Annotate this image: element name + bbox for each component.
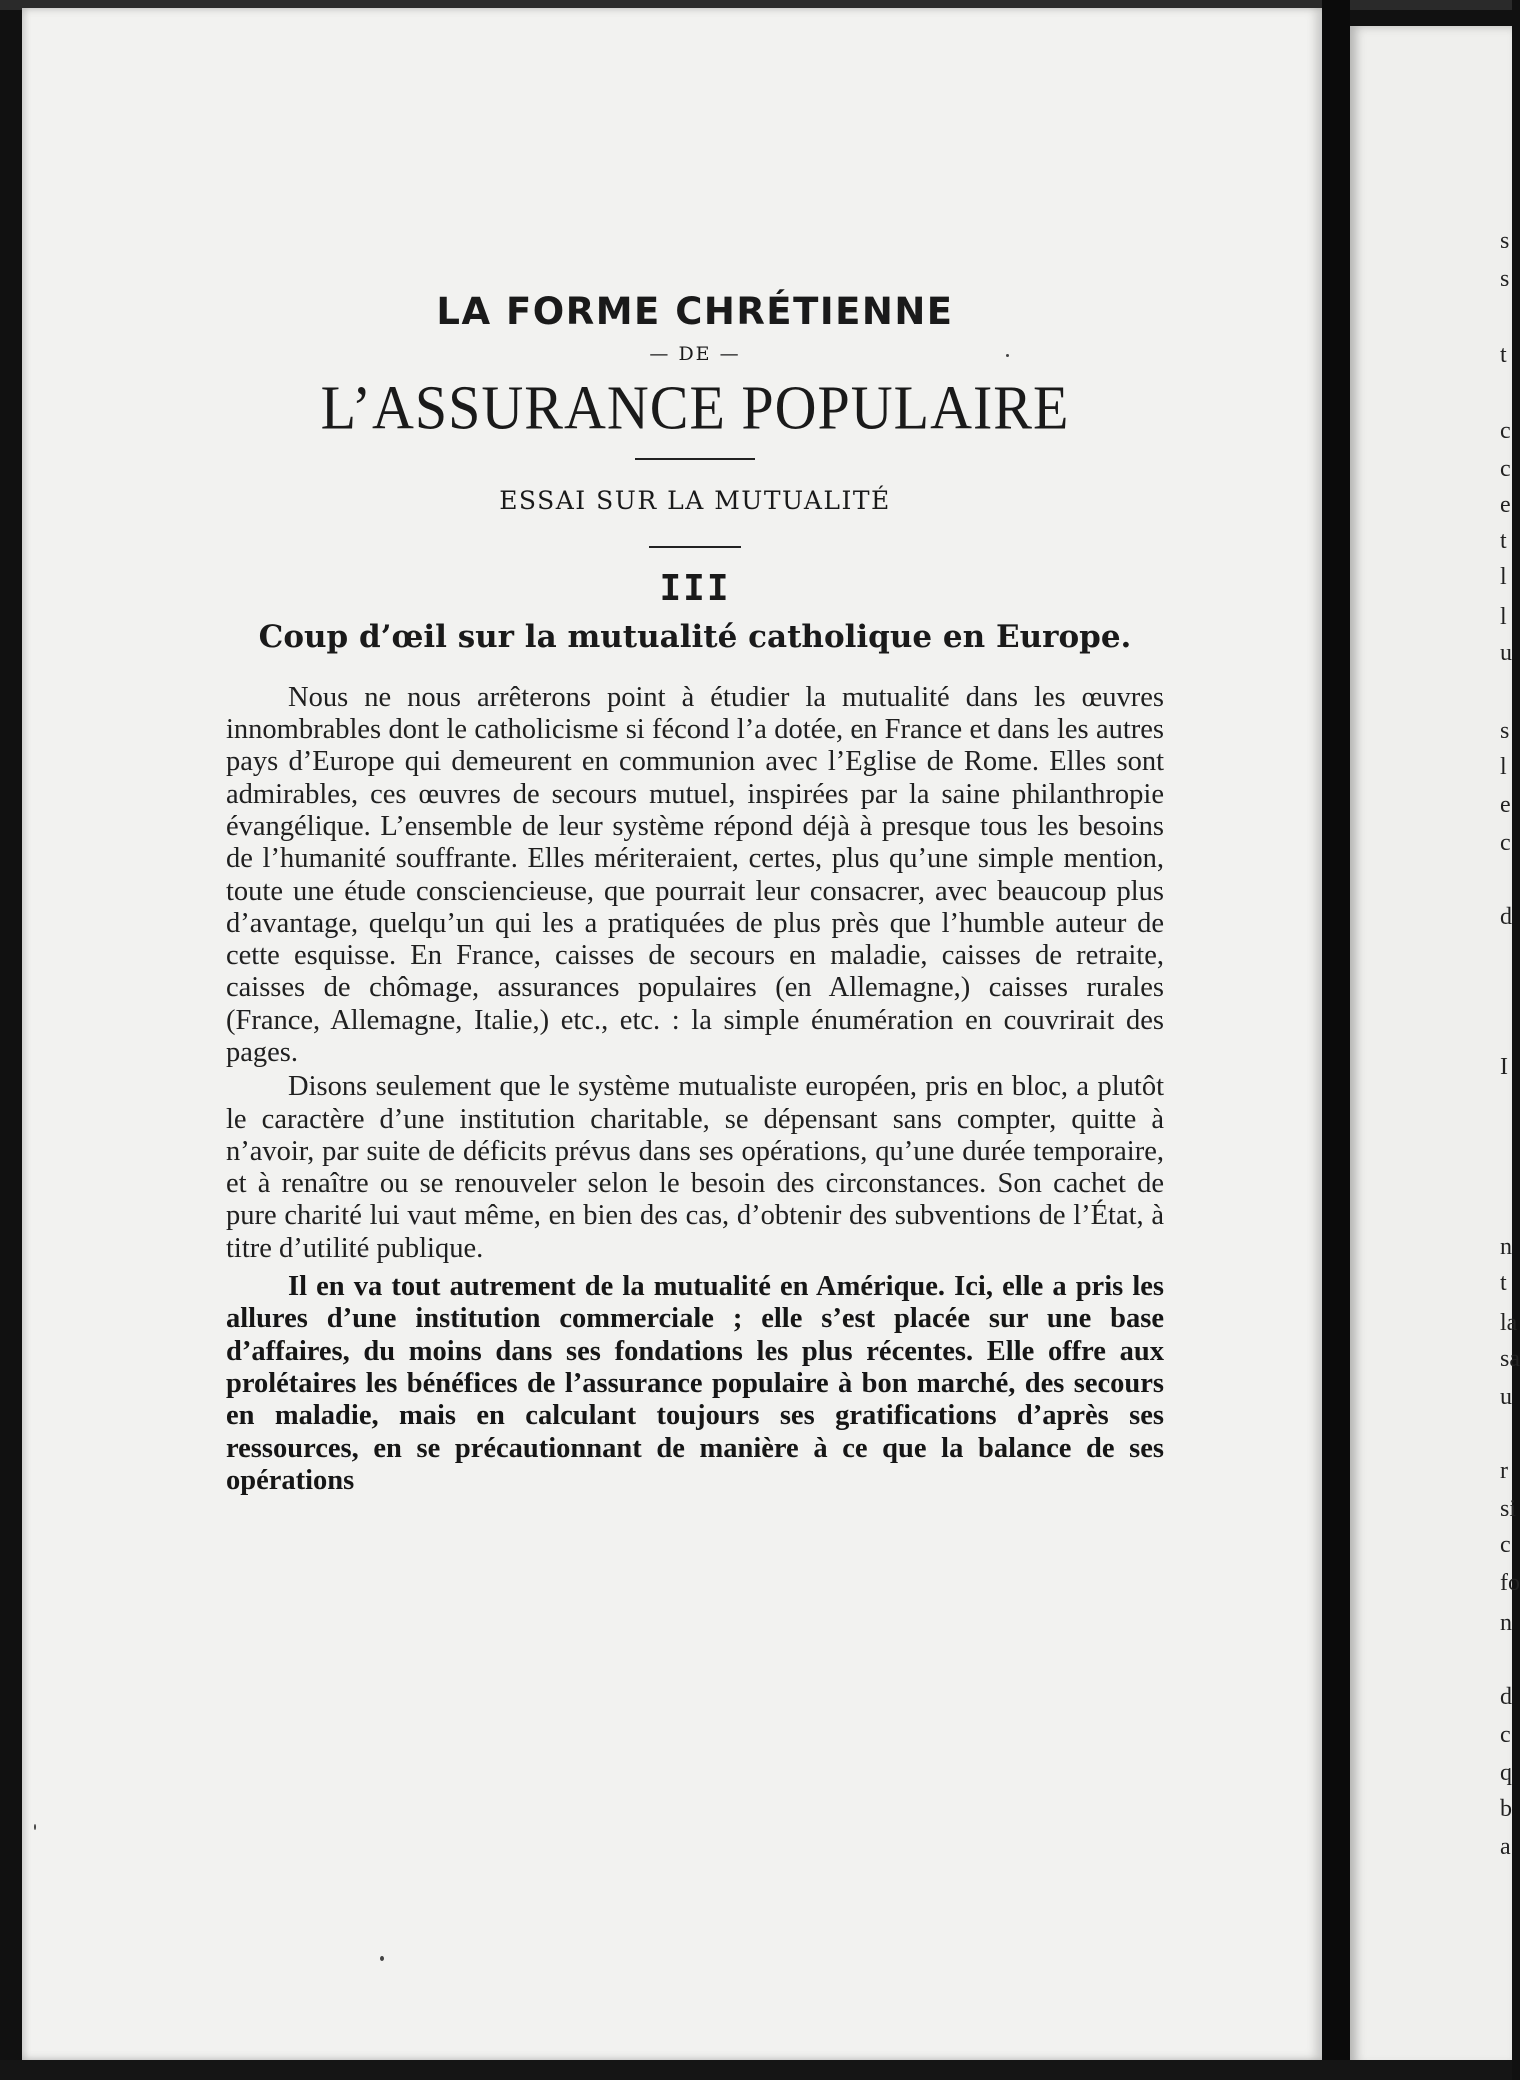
facing-page-letter: fo xyxy=(1500,1570,1520,1596)
series-title: LA FORME CHRÉTIENNE xyxy=(436,290,954,333)
facing-page-letter: la xyxy=(1500,1310,1518,1336)
facing-page-letter: e xyxy=(1500,792,1511,818)
subtitle-rule xyxy=(649,546,741,548)
facing-page-letter: t xyxy=(1500,528,1507,554)
main-title: L’ASSURANCE POPULAIRE xyxy=(320,372,1070,443)
facing-page-letter: c xyxy=(1500,456,1511,482)
facing-page-letter: l xyxy=(1500,564,1507,590)
body-paragraph: Nous ne nous arrêterons point à étudier la mutualité dans les œuvres innombrables dont le catholicisme si fécond l’a dotée, en France et dans les autres pays d’Europe qui demeurent en communion avec l’Eglise de Rome. Elles sont admirables, ces œuvres de secours mutuel, inspirées par la saine philanthropie évangélique. L’ensemble de leur système répond déjà à presque tous les besoins de l’humanité souffrante. Elles mériteraient, certes, plus qu’une simple mention, toute une étude consciencieuse, que pourrait leur consacrer, avec beaucoup plus d’avantage, quelqu’un qui les a pratiquées de plus près que l’humble auteur de cette esquisse. En France, caisses de secours en maladie, caisses de retraite, caisses de chômage, assurances populaires (en Allemagne,) caisses rurales (France, Allemagne, Italie,) etc., etc. : la simple énumération en couvrirait des pages. xyxy=(226,681,1164,1068)
facing-page-letter: r xyxy=(1500,1458,1508,1484)
facing-page-letter: c xyxy=(1500,830,1511,856)
facing-page-letter: e xyxy=(1500,492,1511,518)
facing-page-letter: t xyxy=(1500,1270,1507,1296)
facing-page-letter: s xyxy=(1500,718,1510,744)
part-number: III xyxy=(659,568,731,609)
paper-speck xyxy=(380,1956,384,1961)
facing-page-letter: d xyxy=(1500,904,1512,930)
facing-page-letter: q xyxy=(1500,1760,1512,1786)
facing-page-letter: s xyxy=(1500,266,1510,292)
facing-page-letter: u xyxy=(1500,640,1512,666)
facing-page-letter: n xyxy=(1500,1234,1512,1260)
facing-page-letter: c xyxy=(1500,1532,1511,1558)
facing-page-letter: c xyxy=(1500,1722,1511,1748)
paper-speck xyxy=(34,1824,36,1830)
facing-page-letter: I xyxy=(1500,1054,1508,1080)
facing-page-letter: sa xyxy=(1500,1346,1520,1372)
subtitle: ESSAI SUR LA MUTUALITÉ xyxy=(499,486,891,515)
body-paragraph: Il en va tout autrement de la mutualité en Amérique. Ici, elle a pris les allures d’une institution commerciale ; elle s’est placée sur une base d’affaires, du moins dans ses fondations les plus récentes. Elle offre aux prolétaires les bénéfices de l’assurance populaire à bon marché, des secours en maladie, mais en calculant toujours ses gratifications d’après ses ressources, en se précautionnant de manière à ce que la balance de ses opérations xyxy=(226,1271,1164,1496)
facing-page-letter: s xyxy=(1500,228,1510,254)
title-conjunction: — DE — xyxy=(649,343,741,365)
facing-page-letter: t xyxy=(1500,342,1507,368)
facing-page-letter: a xyxy=(1500,1834,1511,1860)
facing-page-letter: l xyxy=(1500,604,1507,630)
facing-page-edge xyxy=(1350,26,1512,2066)
facing-page-letter: c xyxy=(1500,418,1511,444)
facing-page-letter: u xyxy=(1500,1384,1512,1410)
facing-page-letter: si xyxy=(1500,1496,1517,1522)
section-heading: Coup d’œil sur la mutualité catholique en Europe. xyxy=(258,619,1132,655)
body-paragraph: Disons seulement que le système mutualiste européen, pris en bloc, a plutôt le caractère d’une institution charitable, se dépensant sans compter, quitte à n’avoir, par suite de déficits prévus dans ses opérations, qu’une durée temporaire, et à renaître ou se renouveler selon le besoin des circonstances. Son cachet de pure charité lui vaut même, en bien des cas, d’obtenir des subventions de l’État, à titre d’utilité publique. xyxy=(226,1071,1164,1264)
book-gutter xyxy=(1322,0,1350,2080)
facing-page-letter: d xyxy=(1500,1684,1512,1710)
scan-bottom-edge xyxy=(0,2060,1512,2080)
article-content xyxy=(226,286,1164,1497)
facing-page-letter: l xyxy=(1500,754,1507,780)
title-rule xyxy=(635,458,755,460)
facing-page-letter: n xyxy=(1500,1610,1512,1636)
facing-page-letter: b xyxy=(1500,1796,1512,1822)
